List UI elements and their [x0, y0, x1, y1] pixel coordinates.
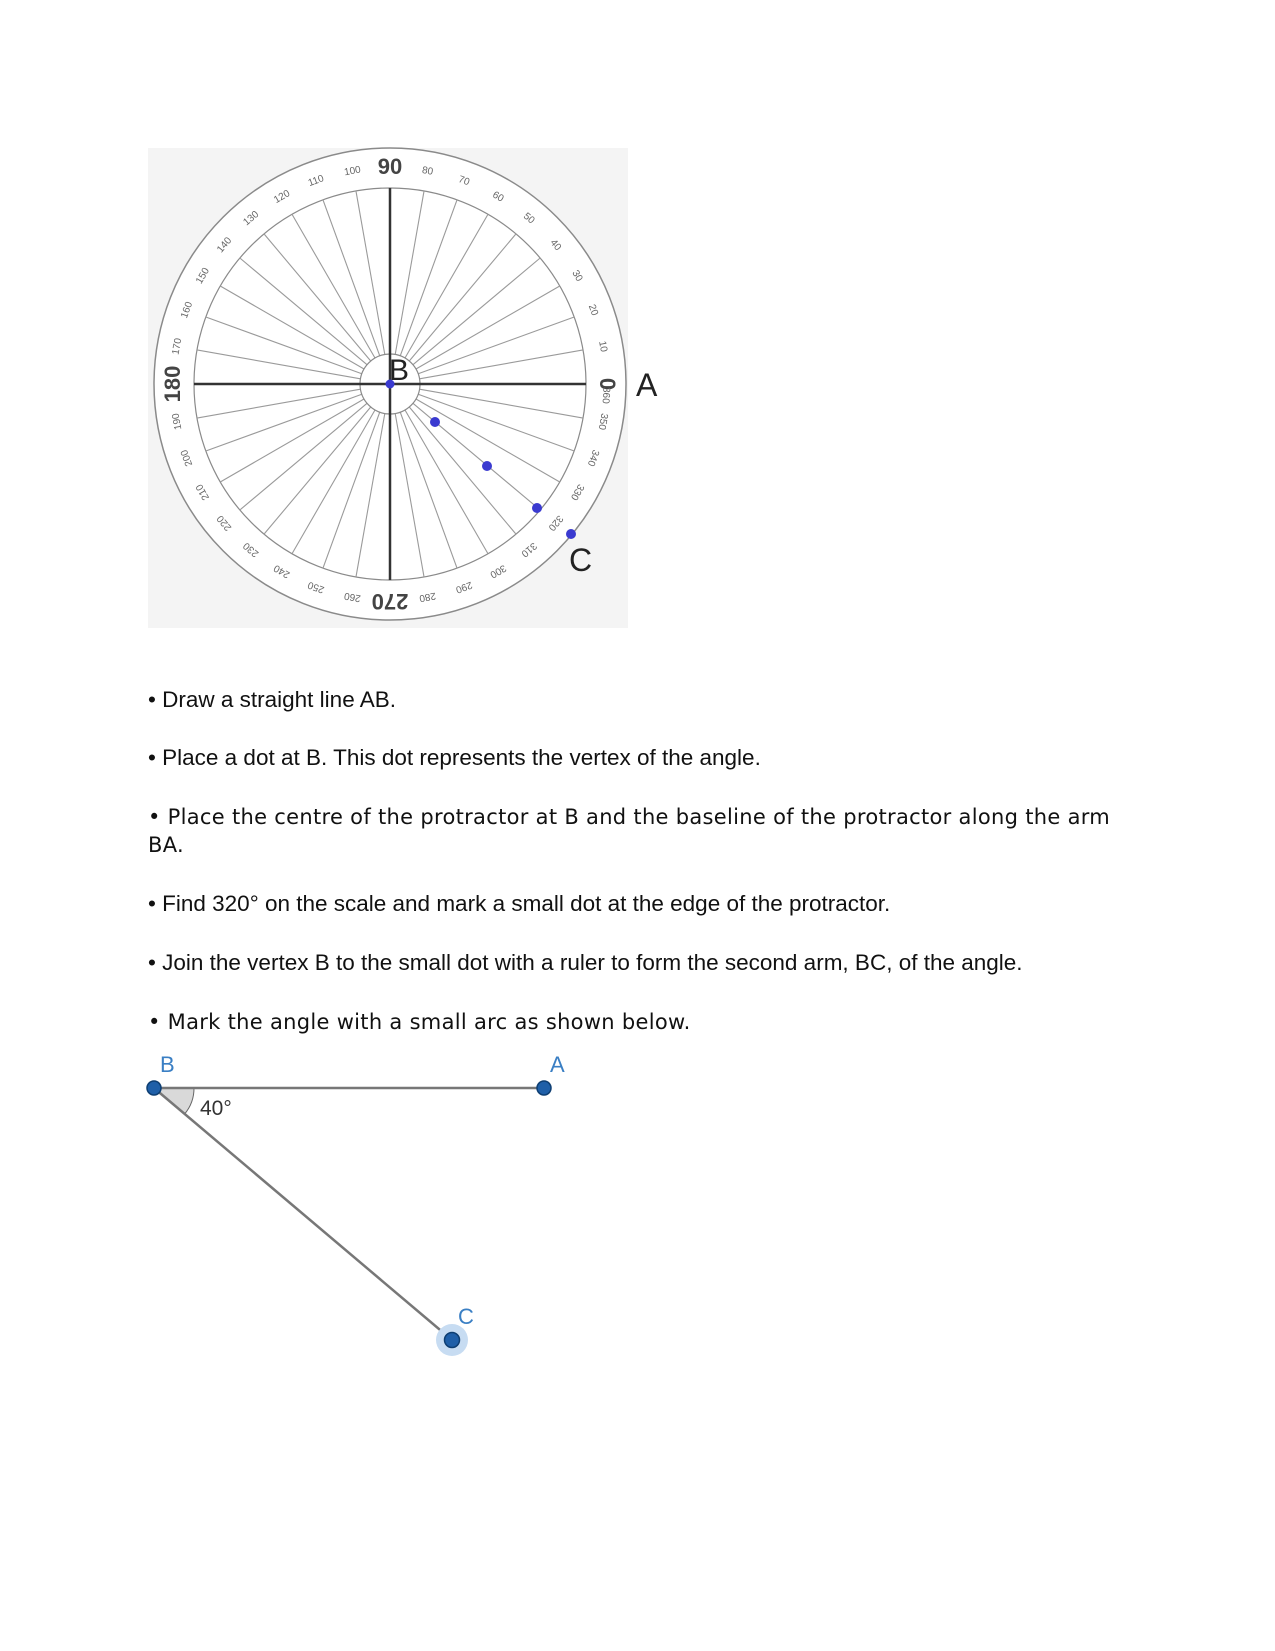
point-b: [147, 1081, 161, 1095]
scale-label: 260: [343, 589, 362, 604]
protractor-figure: [148, 148, 708, 648]
scale-label: 40: [547, 237, 564, 254]
scale-label: 320: [545, 512, 565, 533]
scale-label: 80: [421, 165, 434, 178]
scale-label: 360: [599, 386, 612, 404]
angle-measure-label: 40°: [200, 1097, 232, 1120]
scale-label: 340: [584, 448, 601, 468]
scale-label: 120: [272, 188, 293, 206]
angle-diagram: [148, 1052, 608, 1410]
scale-label: 100: [343, 164, 362, 179]
scale-label: 210: [194, 481, 212, 502]
scale-label: 70: [456, 174, 471, 189]
scale-label: 0: [595, 377, 621, 391]
scale-label: 160: [179, 300, 196, 320]
step-item: • Find 320° on the scale and mark a small dot at the edge of the protractor.: [148, 891, 891, 916]
scale-label: 130: [241, 209, 262, 229]
scale-label: 20: [585, 303, 600, 318]
scale-label: 110: [306, 173, 326, 190]
step-item: • Place the centre of the protractor at B and the baseline of the protractor along the arm BA.: [148, 805, 1111, 857]
scale-label: 240: [272, 562, 293, 580]
scale-label: 170: [170, 337, 185, 356]
construction-dot: [430, 417, 440, 427]
point-b-label: B: [389, 354, 410, 387]
scale-label: 200: [179, 448, 196, 468]
point-a: [537, 1081, 551, 1095]
scale-label: 330: [568, 481, 586, 502]
scale-label: 230: [241, 539, 262, 559]
construction-dot: [532, 503, 542, 513]
instruction-list: [148, 686, 1148, 1036]
point-c: [445, 1333, 460, 1348]
scale-label: 190: [170, 412, 185, 431]
step-item: • Draw a straight line AB.: [148, 687, 396, 712]
scale-label: 290: [454, 578, 474, 595]
scale-label: 150: [194, 266, 212, 287]
scale-label: 180: [159, 365, 185, 403]
step-item: • Place a dot at B. This dot represents the vertex of the angle.: [148, 745, 761, 770]
scale-label: 310: [518, 539, 539, 559]
label-b: B: [160, 1052, 175, 1077]
scale-label: 220: [215, 512, 235, 533]
scale-label: 50: [520, 210, 537, 227]
scale-label: 10: [596, 340, 609, 353]
step-item: • Join the vertex B to the small dot with a ruler to form the second arm, BC, of the angle.: [148, 950, 1023, 975]
scale-label: 60: [490, 189, 506, 205]
scale-label: 280: [418, 589, 437, 604]
scale-label: 90: [377, 153, 403, 179]
scale-label: 250: [306, 578, 326, 595]
scale-label: 350: [595, 412, 610, 431]
step-item: • Mark the angle with a small arc as shown below.: [148, 1010, 691, 1034]
arm-bc: [154, 1088, 452, 1340]
point-c-dot: [566, 529, 576, 539]
scale-label: 30: [569, 268, 585, 284]
scale-label: 270: [371, 589, 409, 615]
label-a: A: [550, 1052, 565, 1077]
construction-dot: [482, 461, 492, 471]
point-c-label: C: [569, 542, 593, 578]
scale-label: 300: [487, 562, 508, 580]
label-c: C: [458, 1304, 474, 1329]
point-a-label: A: [636, 367, 658, 403]
scale-label: 140: [215, 235, 235, 256]
